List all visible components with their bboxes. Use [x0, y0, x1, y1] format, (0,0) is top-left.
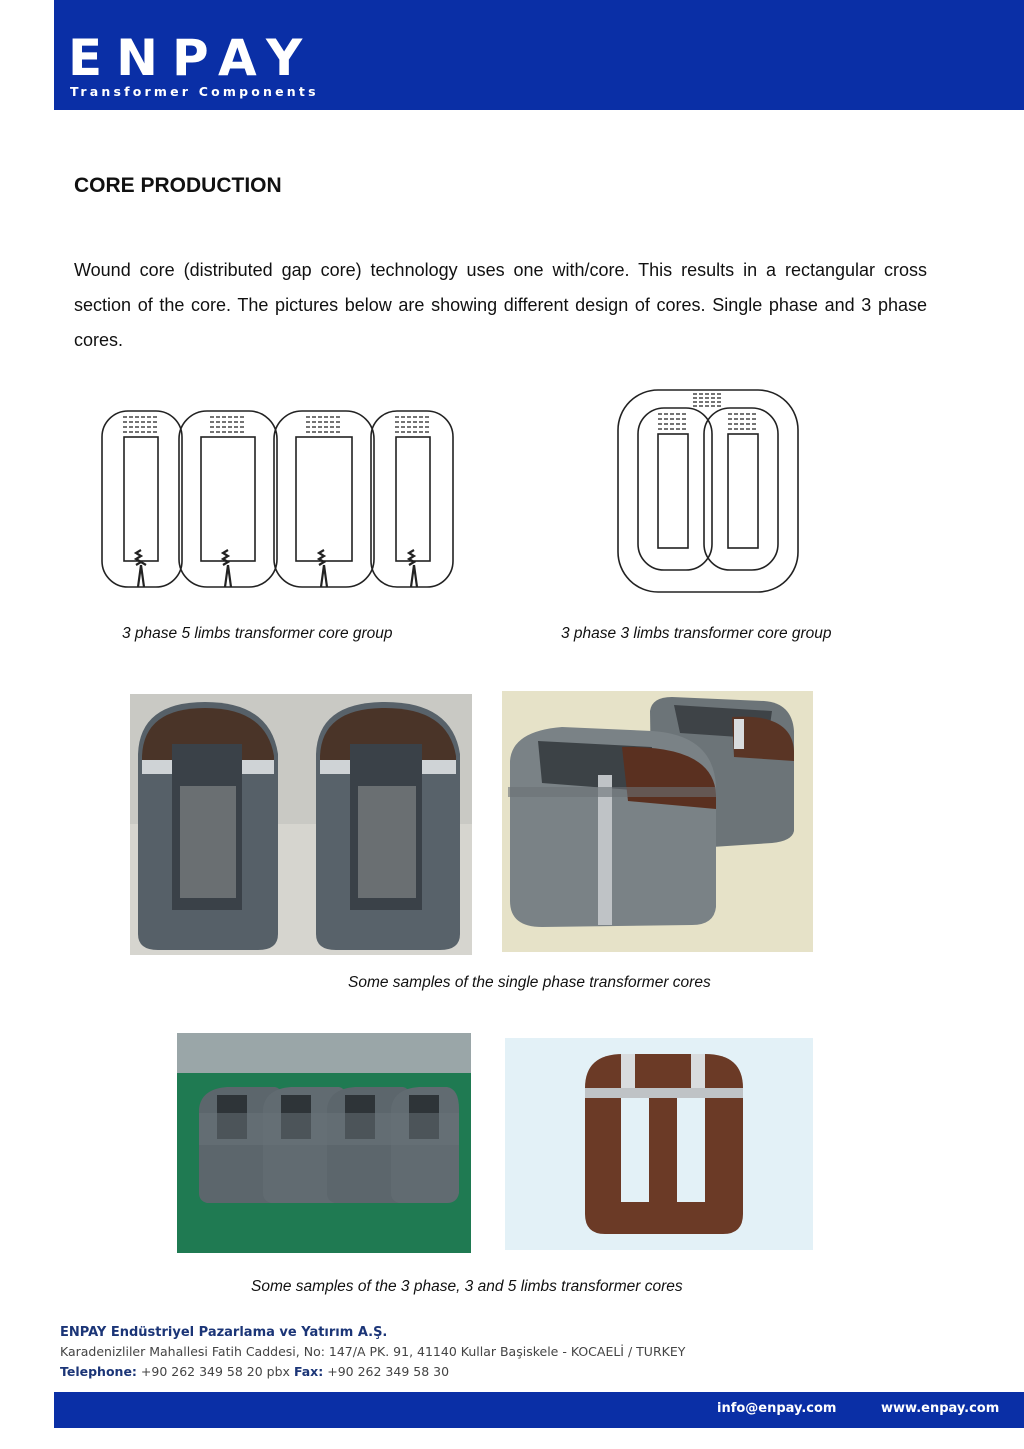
five-limb-core-diagram [98, 405, 458, 593]
footer-company-name: ENPAY Endüstriyel Pazarlama ve Yatırım A.Ş. [60, 1325, 388, 1340]
three-limb-core-diagram [614, 386, 802, 596]
fax-number: +90 262 349 58 30 [327, 1364, 450, 1379]
single-phase-cores-photo-2 [502, 691, 813, 952]
footer-contact-line [60, 1364, 449, 1379]
email-link[interactable]: info@enpay.com [717, 1401, 837, 1416]
five-limb-caption: 3 phase 5 limbs transformer core group [122, 625, 393, 642]
intro-paragraph: Wound core (distributed gap core) technology uses one with/core. This results in a rectangular cross section of the core. The pictures below are showing different design of cores. Single phase and 3 phase cores. [74, 260, 927, 350]
enpay-logo [68, 29, 319, 99]
five-limb-cores-photo [177, 1033, 471, 1253]
single-phase-caption: Some samples of the single phase transformer cores [348, 974, 711, 991]
fax-label: Fax: [293, 1364, 324, 1379]
website-link[interactable]: www.enpay.com [881, 1401, 1000, 1416]
three-phase-caption: Some samples of the 3 phase, 3 and 5 limbs transformer cores [251, 1278, 683, 1295]
telephone-number: +90 262 349 58 20 pbx [140, 1364, 290, 1379]
telephone-label: Telephone: [60, 1364, 137, 1379]
header-banner [54, 0, 1024, 110]
three-limb-caption: 3 phase 3 limbs transformer core group [561, 625, 832, 642]
page-title: CORE PRODUCTION [74, 174, 282, 197]
footer-bar [54, 1392, 1024, 1428]
logo-word: ENPAY [68, 29, 317, 87]
logo-subtitle: Transformer Components [70, 84, 319, 99]
single-phase-cores-photo-1 [130, 694, 472, 955]
footer-address: Karadenizliler Mahallesi Fatih Caddesi, No: 147/A PK. 91, 41140 Kullar Başiskele - KOCAELİ / TURKEY [60, 1344, 686, 1359]
three-limb-core-photo [505, 1038, 813, 1250]
